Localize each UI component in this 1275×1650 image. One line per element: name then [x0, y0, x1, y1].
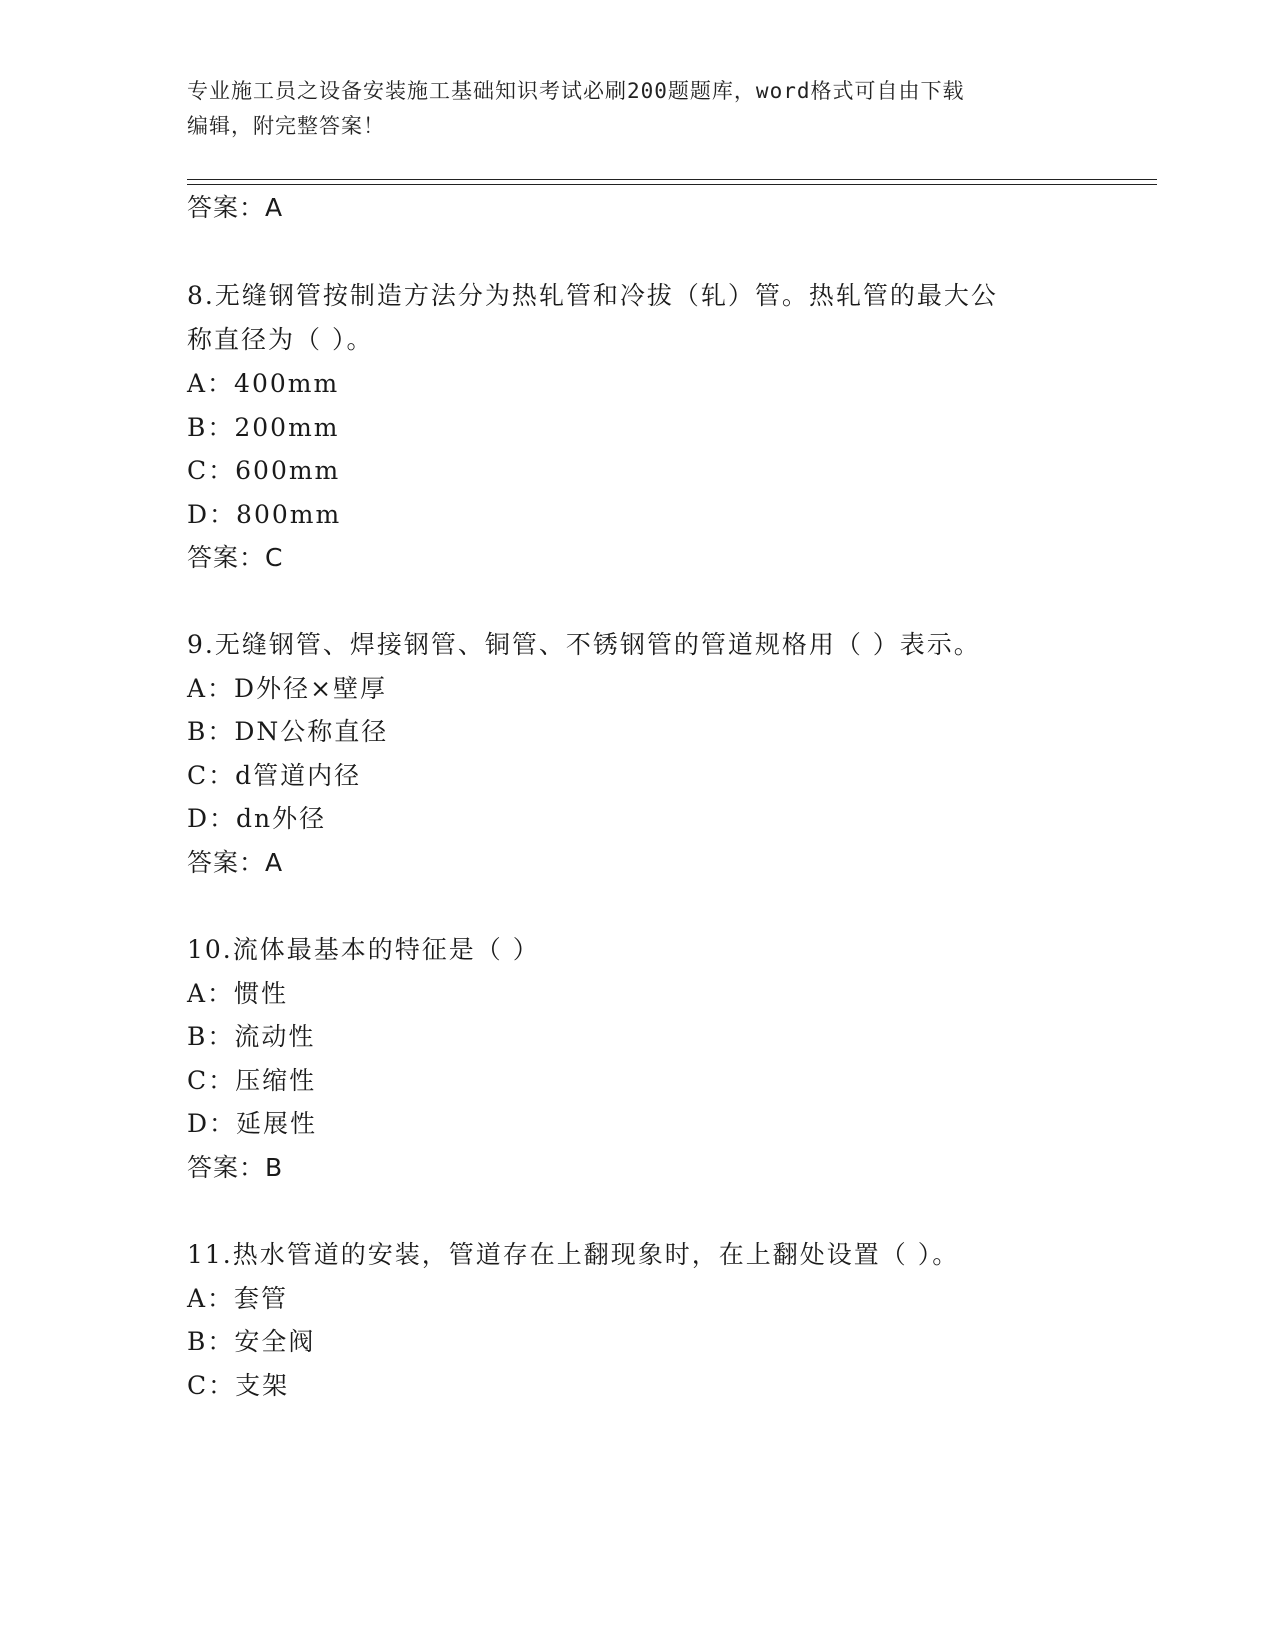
question-9-answer: 答案：A [187, 848, 284, 877]
question-8-option-d: D：800mm [187, 500, 342, 529]
document-header [187, 74, 1087, 144]
header-divider-top [187, 179, 1157, 180]
question-11-option-b: B：安全阀 [187, 1327, 316, 1356]
question-8-option-a: A：400mm [187, 369, 340, 398]
question-10-option-b: B：流动性 [187, 1022, 316, 1051]
question-9-option-c: C：d管道内径 [187, 761, 362, 790]
question-9-option-b: B：DN公称直径 [187, 717, 389, 746]
question-8-text-line-1: 8.无缝钢管按制造方法分为热轧管和冷拔（轧）管。热轧管的最大公 [187, 281, 998, 310]
question-9-option-d: D：dn外径 [187, 804, 327, 833]
header-line-1: 专业施工员之设备安装施工基础知识考试必刷200题题库，word格式可自由下载 [187, 79, 965, 103]
question-11-option-c: C：支架 [187, 1371, 290, 1400]
question-11-option-a: A：套管 [187, 1284, 289, 1313]
question-11-text: 11.热水管道的安装，管道存在上翻现象时，在上翻处设置（ ）。 [187, 1240, 960, 1269]
header-line-2: 编辑，附完整答案！ [187, 114, 385, 138]
question-8-option-b: B：200mm [187, 413, 340, 442]
header-divider-bottom [187, 184, 1157, 185]
question-9-option-a: A：D外径×壁厚 [187, 674, 388, 703]
question-8-answer: 答案：C [187, 543, 284, 572]
question-10-text: 10.流体最基本的特征是（ ） [187, 935, 540, 964]
previous-answer: 答案：A [187, 193, 284, 222]
question-10-option-c: C：压缩性 [187, 1066, 317, 1095]
question-10-answer: 答案：B [187, 1153, 284, 1182]
question-10-option-d: D：延展性 [187, 1109, 318, 1138]
question-8-option-c: C：600mm [187, 456, 341, 485]
question-8-text-line-2: 称直径为（ ）。 [187, 325, 374, 354]
question-10-option-a: A：惯性 [187, 979, 289, 1008]
question-9-text: 9.无缝钢管、焊接钢管、铜管、不锈钢管的管道规格用（ ）表示。 [187, 630, 981, 659]
